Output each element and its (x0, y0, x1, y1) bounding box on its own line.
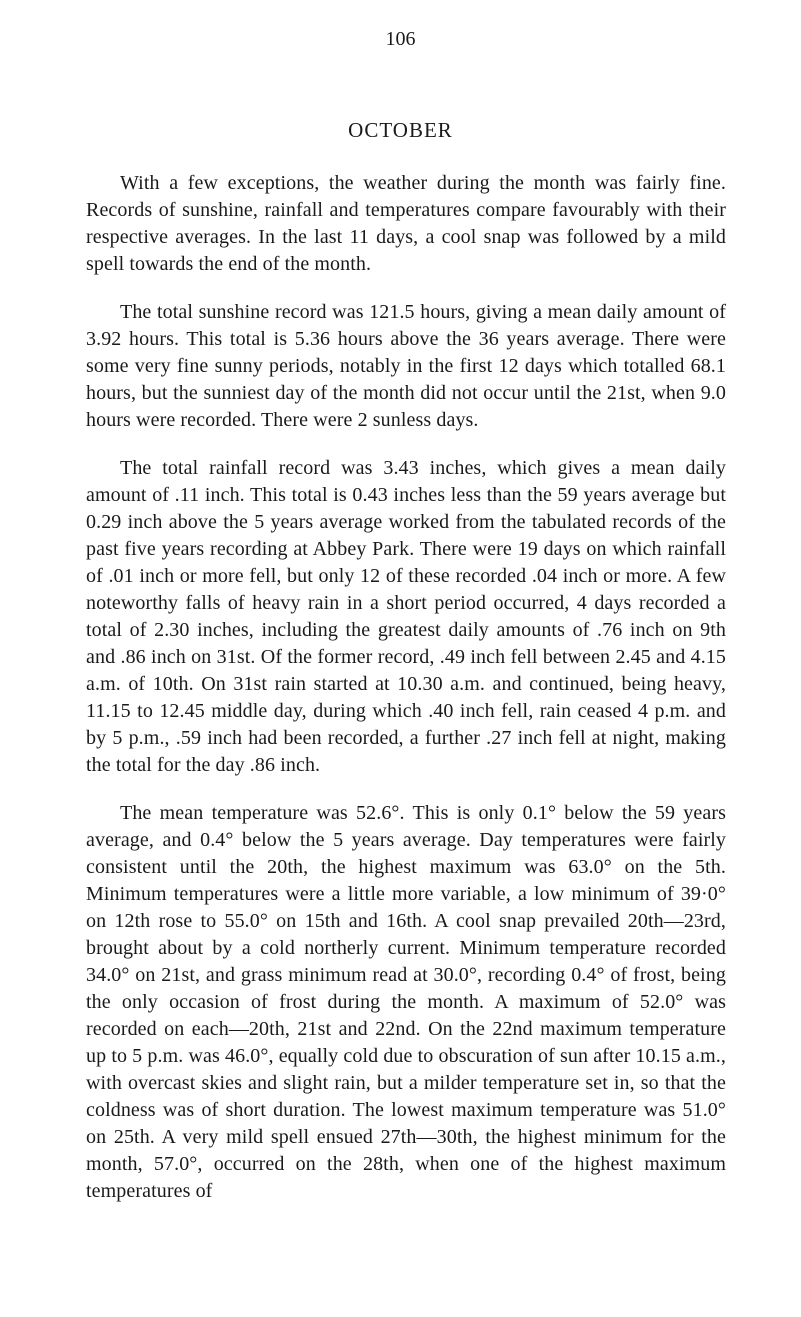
paragraph-overview: With a few exceptions, the weather during the month was fairly fine. Records of sunshine, rainfall and temperatures compare favourably with their respective averages. In the last 11 days, a cool snap was followed by a mild spell towards the end of the month. (86, 172, 726, 275)
body-text (86, 170, 726, 1226)
paragraph-rainfall: The total rainfall record was 3.43 inches, which gives a mean daily amount of .11 inch. This total is 0.43 inches less than the 59 years average but 0.29 inch above the 5 years average worked from the tabulated records of the past five years recording at Abbey Park. There were 19 days on which rainfall of .01 inch or more fell, but only 12 of these recorded .04 inch or more. A few noteworthy falls of heavy rain in a short period occurred, 4 days recorded a total of 2.30 inches, including the greatest daily amounts of .76 inch on 9th and .86 inch on 31st. Of the former record, .49 inch fell between 2.45 and 4.15 a.m. of 10th. On 31st rain started at 10.30 a.m. and continued, being heavy, 11.15 to 12.45 middle day, during which .40 inch fell, rain ceased 4 p.m. and by 5 p.m., .59 inch had been recorded, a further .27 inch fell at night, making the total for the day .86 inch. (86, 457, 726, 776)
paragraph-temperature: The mean temperature was 52.6°. This is only 0.1° below the 59 years average, and 0.4° below the 5 years average. Day temperatures were fairly consistent until the 20th, the highest maximum was 63.0° on the 5th. Minimum temperatures were a little more variable, a low minimum of 39·0° on 12th rose to 55.0° on 15th and 16th. A cool snap prevailed 20th—23rd, brought about by a cold northerly current. Minimum temperature recorded 34.0° on 21st, and grass minimum read at 30.0°, recording 0.4° of frost, being the only occasion of frost during the month. A maximum of 52.0° was recorded on each—20th, 21st and 22nd. On the 22nd maximum temperature up to 5 p.m. was 46.0°, equally cold due to obscuration of sun after 10.15 a.m., with overcast skies and slight rain, but a milder temperature set in, so that the coldness was of short duration. The lowest maximum temperature was 51.0° on 25th. A very mild spell ensued 27th—30th, the highest minimum for the month, 57.0°, occurred on the 28th, when one of the highest maximum temperatures of (86, 802, 726, 1202)
paragraph-sunshine: The total sunshine record was 121.5 hours, giving a mean daily amount of 3.92 hours. This total is 5.36 hours above the 36 years average. There were some very fine sunny periods, notably in the first 12 days which totalled 68.1 hours, but the sunniest day of the month did not occur until the 21st, when 9.0 hours were recorded. There were 2 sunless days. (86, 301, 726, 431)
page-number: 106 (385, 28, 416, 50)
page-heading: OCTOBER (348, 118, 453, 142)
